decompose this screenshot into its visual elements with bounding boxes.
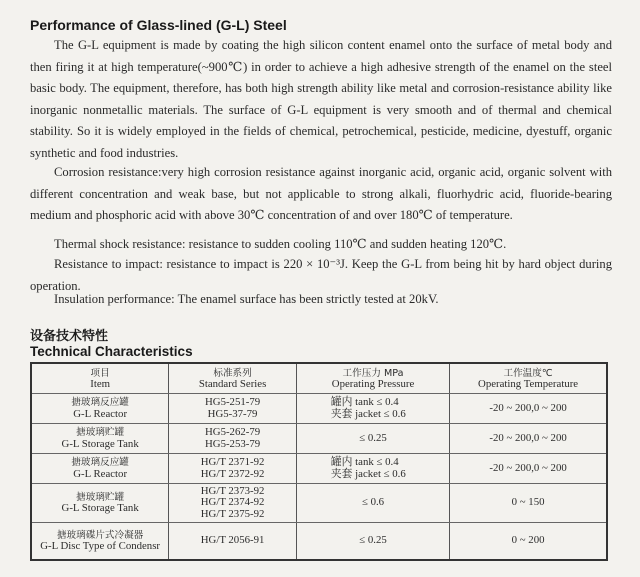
series-value: HG/T 2375-92	[200, 507, 265, 520]
series-value: HG/T 2372-92	[200, 467, 265, 480]
cell-temperature: -20 ~ 200,0 ~ 200	[450, 394, 607, 424]
item-name-en: G-L Storage Tank	[61, 502, 139, 514]
cell-pressure	[296, 394, 449, 424]
header-item	[31, 363, 169, 394]
header-operating-pressure	[296, 363, 449, 394]
cell-temperature: -20 ~ 200,0 ~ 200	[450, 424, 607, 454]
series-value: HG/T 2056-91	[200, 534, 265, 547]
item-name-cn: 搪玻璃碟片式冷凝器	[56, 529, 144, 541]
cell-series	[169, 484, 297, 523]
series-value: HG/T 2373-92	[200, 484, 265, 497]
section-heading: Performance of Glass-lined (G-L) Steel	[30, 17, 287, 33]
paragraph-impact: Resistance to impact: resistance to impact is 220 × 10⁻³J. Keep the G-L from being hit by hard object during operation.	[30, 257, 612, 293]
cell-item	[31, 484, 169, 523]
pressure-value: 夹套 jacket ≤ 0.6	[330, 467, 406, 480]
paragraph-insulation: Insulation performance: The enamel surface has been strictly tested at 20kV.	[54, 292, 439, 306]
item-name-cn: 搪玻璃反应罐	[71, 457, 129, 469]
cell-series	[169, 523, 297, 561]
item-name-en: G-L Disc Type of Condensr	[40, 540, 161, 552]
cell-temperature: 0 ~ 150	[450, 484, 607, 523]
paragraph-corrosion: Corrosion resistance:very high corrosion resistance against inorganic acid, organic acid, organic solvent with different concentration and weak base, but not applicable to strong alkali, fluorhydric acid, fluoride-bearing medium and phosphoric acid with above 30℃ concentration of and over 180℃ of temperature.	[30, 165, 612, 222]
table-row	[31, 394, 607, 424]
technical-characteristics-table	[30, 362, 608, 561]
cell-pressure	[296, 484, 449, 523]
tech-heading-chinese: 设备技术特性	[30, 329, 109, 344]
cell-series	[169, 394, 297, 424]
item-name-en: G-L Reactor	[73, 407, 128, 420]
table-row	[31, 523, 607, 561]
header-item-en: Item	[90, 378, 111, 390]
cell-pressure	[296, 424, 449, 454]
table-row	[31, 454, 607, 484]
header-series-cn: 标准系列	[213, 367, 252, 379]
tech-heading-english: Technical Characteristics	[30, 344, 193, 359]
header-standard-series	[169, 363, 297, 394]
table-row	[31, 424, 607, 454]
pressure-value: ≤ 0.6	[361, 496, 385, 509]
cell-item	[31, 424, 169, 454]
series-value: HG/T 2374-92	[200, 496, 265, 509]
cell-item	[31, 523, 169, 561]
table-header-row	[31, 363, 607, 394]
header-pressure-cn: 工作压力 MPa	[342, 367, 404, 379]
item-name-cn: 搪玻璃反应罐	[71, 397, 129, 409]
paragraph-thermal-shock: Thermal shock resistance: resistance to sudden cooling 110℃ and sudden heating 120℃.	[54, 237, 507, 251]
item-name-en: G-L Storage Tank	[61, 437, 139, 450]
pressure-value: 罐内 tank ≤ 0.4	[330, 456, 399, 469]
cell-item	[31, 454, 169, 484]
header-operating-temperature	[450, 363, 607, 394]
series-value: HG/T 2371-92	[200, 456, 265, 469]
cell-item	[31, 394, 169, 424]
paragraph-intro: The G-L equipment is made by coating the high silicon content enamel onto the surface of metal body and then firing it at high temperature(~900℃) in order to achieve a high adhesive strength of the enamel on the steel basic body. The equipment, therefore, has both high strength ability like metal and corrosion-resistance ability like inorganic nonmetallic materials. The surface of G-L equipment is very smooth and of thermal and chemical stability. So it is widely employed in the fields of chemical, petrochemical, pesticide, medicine, dyestuff, organic synthetic and food industries.	[30, 38, 612, 160]
pressure-value: 罐内 tank ≤ 0.4	[330, 396, 399, 409]
series-value: HG5-251-79	[204, 396, 261, 409]
series-value: HG5-37-79	[207, 407, 258, 420]
item-name-en: G-L Reactor	[73, 467, 128, 480]
cell-pressure	[296, 523, 449, 561]
pressure-value: ≤ 0.25	[359, 534, 387, 547]
cell-series	[169, 454, 297, 484]
cell-temperature: -20 ~ 200,0 ~ 200	[450, 454, 607, 484]
header-pressure-en: Operating Pressure	[331, 378, 415, 390]
header-temperature-cn: 工作温度℃	[503, 367, 553, 379]
cell-series	[169, 424, 297, 454]
cell-pressure	[296, 454, 449, 484]
cell-temperature: 0 ~ 200	[450, 523, 607, 561]
series-value: HG5-253-79	[204, 437, 261, 450]
series-value: HG5-262-79	[204, 426, 261, 439]
table-row	[31, 484, 607, 523]
item-name-cn: 搪玻璃贮罐	[76, 491, 125, 503]
item-name-cn: 搪玻璃贮罐	[76, 427, 125, 439]
pressure-value: ≤ 0.25	[359, 431, 387, 444]
header-item-cn: 项目	[90, 367, 110, 379]
header-series-en: Standard Series	[198, 378, 267, 390]
pressure-value: 夹套 jacket ≤ 0.6	[330, 407, 406, 420]
header-temperature-en: Operating Temperature	[478, 378, 579, 390]
